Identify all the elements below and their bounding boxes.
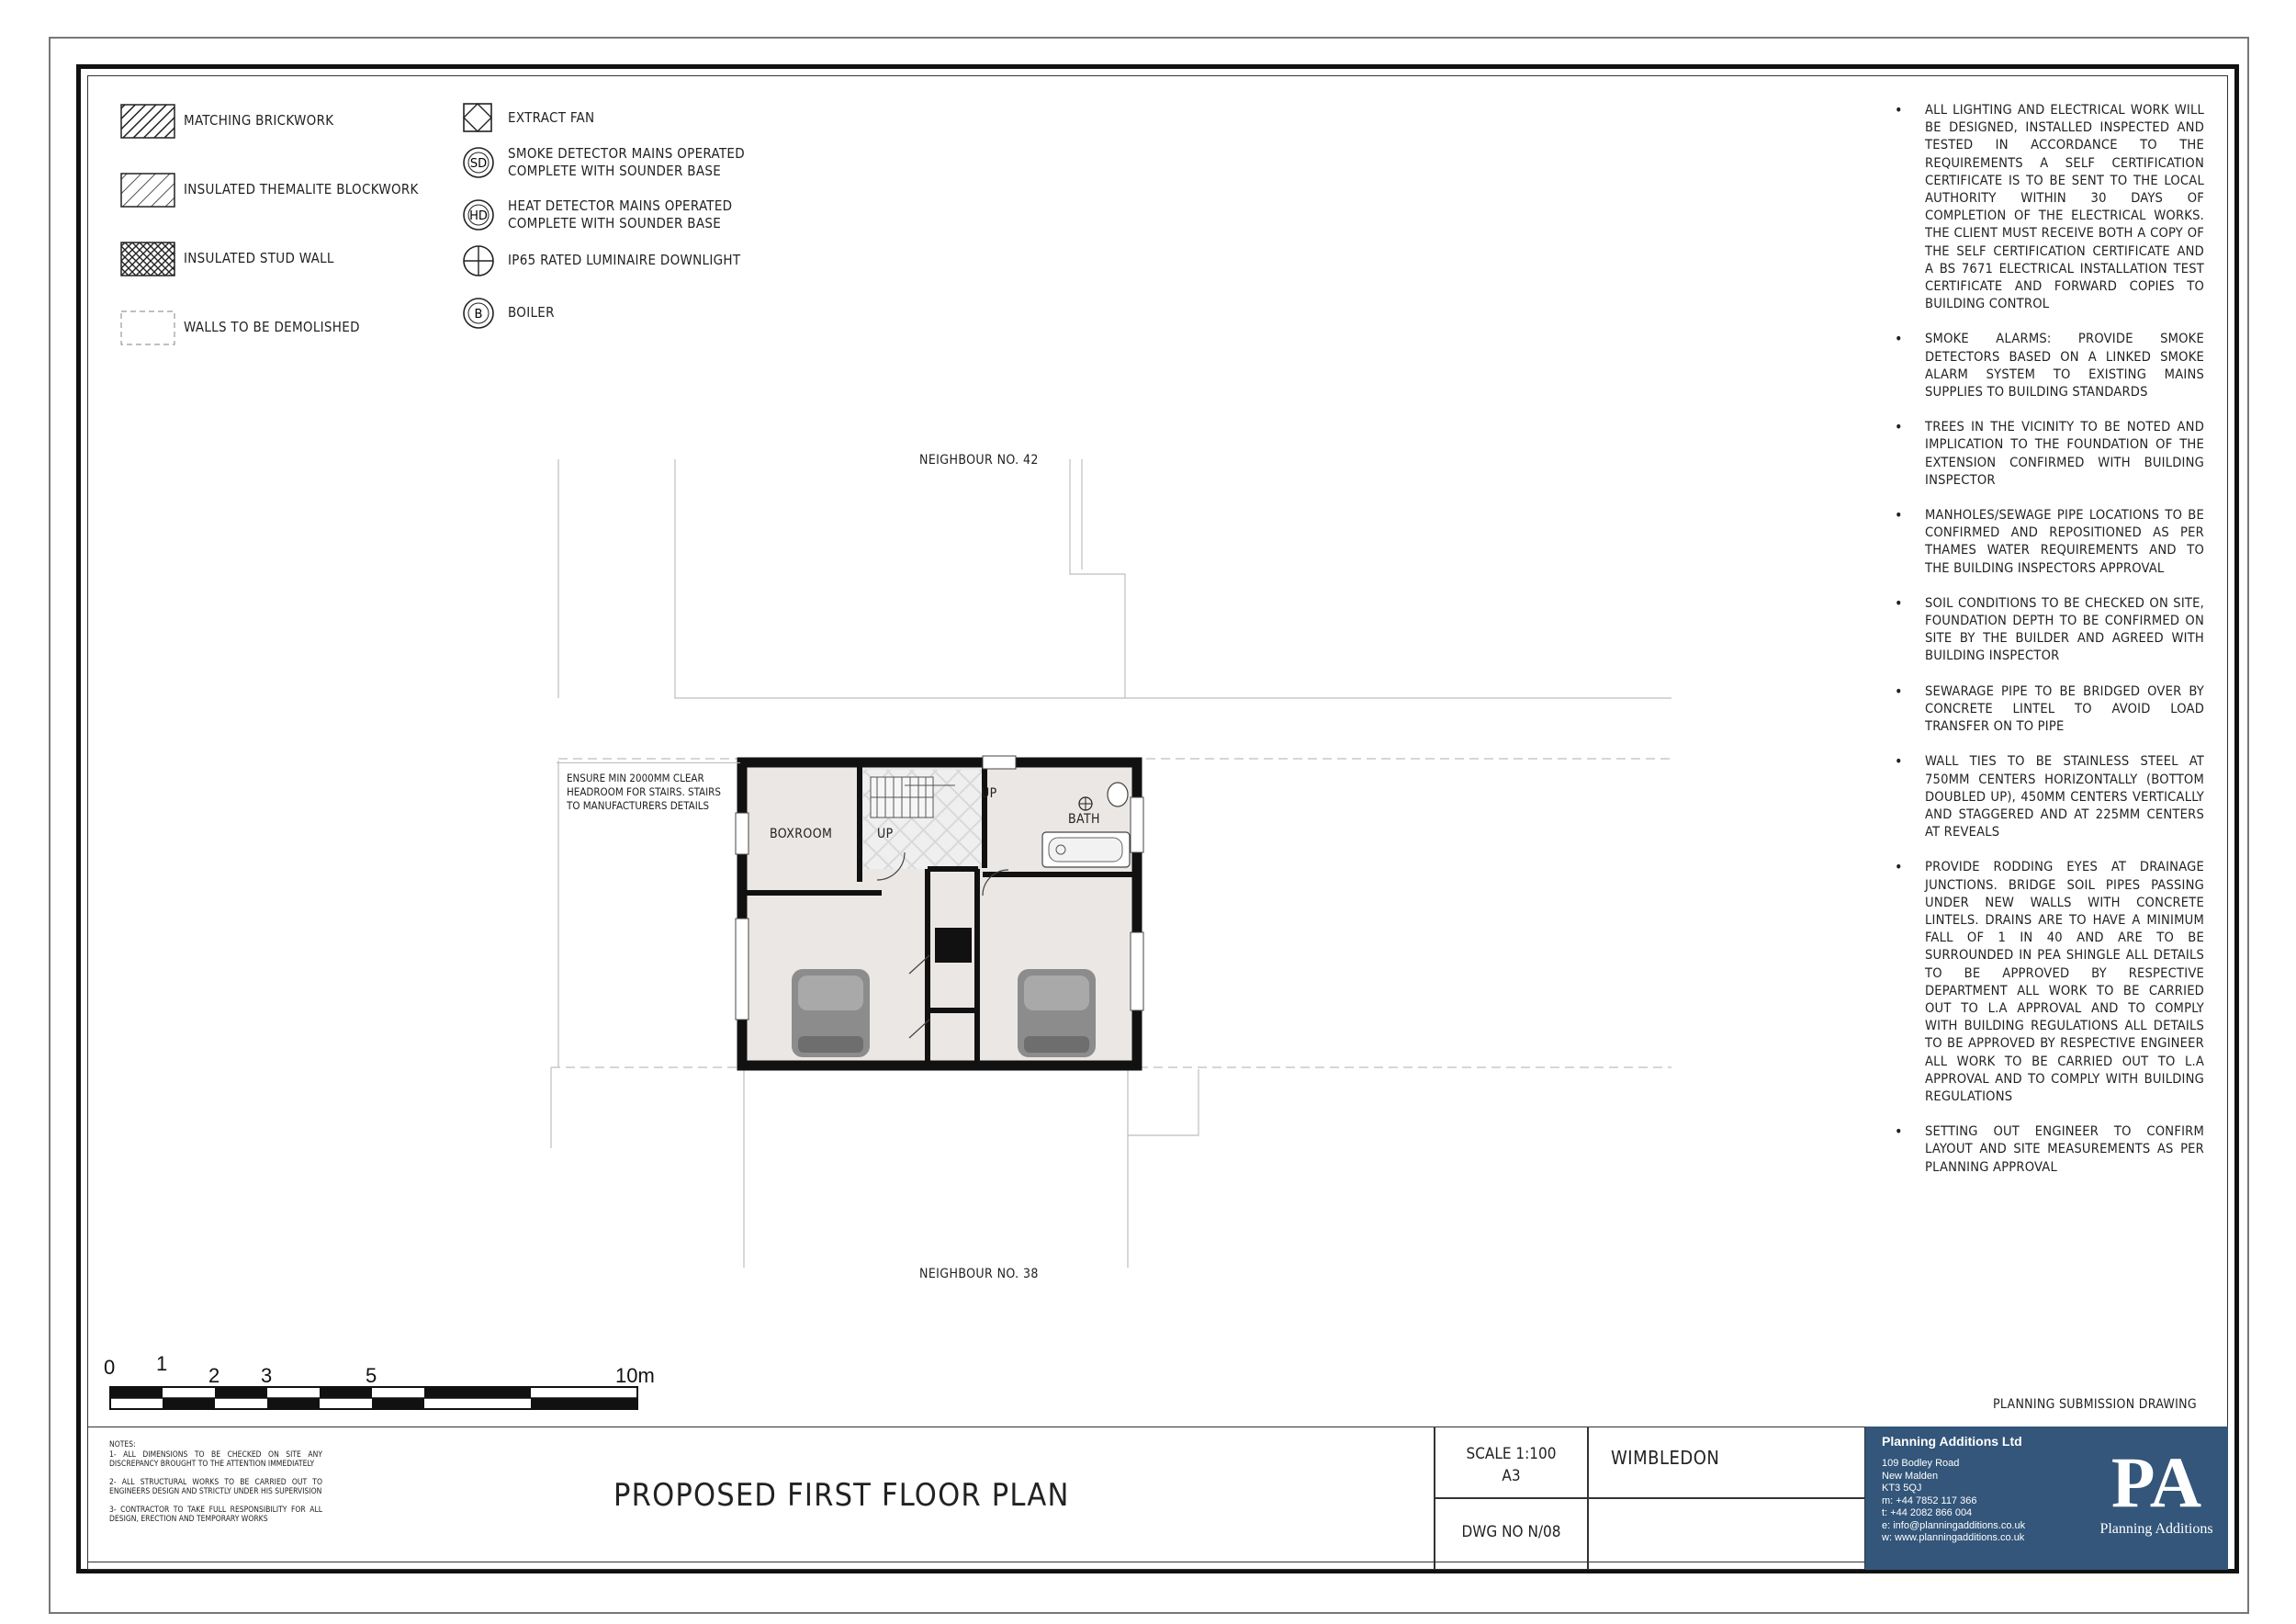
title-block <box>87 1427 2228 1570</box>
legend-extract-fan: EXTRACT FAN <box>508 109 595 126</box>
note-item: • WALL TIES TO BE STAINLESS STEEL AT 750MM CENTERS HORIZONTALLY (BOTTOM DOUBLED UP), 450MM CENTERS VERTICALLY AND STAGGERED AND AT 225MM CENTERS AT REVEALS <box>1892 752 2204 840</box>
svg-text:0: 0 <box>104 1356 116 1379</box>
note-item: • MANHOLES/SEWAGE PIPE LOCATIONS TO BE CONFIRMED AND REPOSITIONED AS PER THAMES WATER REQUIREMENTS AND TO THE BUILDING INSPECTORS APPROVAL <box>1892 506 2204 577</box>
stair-up-label: UP <box>981 786 997 801</box>
svg-text:3: 3 <box>261 1364 273 1387</box>
stair-headroom-note: ENSURE MIN 2000MM CLEAR HEADROOM FOR STAIRS. STAIRS TO MANUFACTURERS DETAILS <box>567 772 721 812</box>
extract-fan-icon <box>464 104 491 131</box>
title-notes <box>109 1440 322 1525</box>
general-notes <box>1892 101 2204 1193</box>
title-note-line: 2- ALL STRUCTURAL WORKS TO BE CARRIED OUT TO ENGINEERS DESIGN AND STRICTLY UNDER HIS SUPERVISION <box>109 1477 322 1496</box>
dwg-number: DWG NO N/08 <box>1461 1523 1561 1541</box>
heat-detector-icon <box>464 200 493 230</box>
svg-text:HD: HD <box>469 209 488 223</box>
blank-cell <box>1588 1498 1865 1570</box>
legend-smoke-detector: SMOKE DETECTOR MAINS OPERATED COMPLETE WITH SOUNDER BASE <box>508 145 745 179</box>
note-item: • SOIL CONDITIONS TO BE CHECKED ON SITE, FOUNDATION DEPTH TO BE CONFIRMED ON SITE BY THE BUILDER AND AGREED WITH BUILDING INSPECTOR <box>1892 594 2204 665</box>
svg-text:SD: SD <box>469 157 488 171</box>
scale-bar <box>104 1352 655 1409</box>
company-tel: t: +44 2082 866 004 <box>1882 1507 1973 1518</box>
scale-text <box>1435 1443 1588 1487</box>
svg-text:2: 2 <box>208 1364 220 1387</box>
note-item: • TREES IN THE VICINITY TO BE NOTED AND IMPLICATION TO THE FOUNDATION OF THE EXTENSION CONFIRMED WITH BUILDING INSPECTOR <box>1892 418 2204 489</box>
dashed-outline-swatch <box>121 311 174 344</box>
company-name: Planning Additions Ltd <box>1882 1434 2022 1449</box>
submission-label: PLANNING SUBMISSION DRAWING <box>1993 1397 2197 1412</box>
note-item: • SMOKE ALARMS: PROVIDE SMOKE DETECTORS BASED ON A LINKED SMOKE ALARM SYSTEM TO EXISTING MAINS SUPPLIES TO BUILDING STANDARDS <box>1892 330 2204 400</box>
title-note-line: 1- ALL DIMENSIONS TO BE CHECKED ON SITE ANY DISCREPANCY BROUGHT TO THE ATTENTION IMMEDIATELY <box>109 1449 322 1469</box>
company-email: e: info@planningadditions.co.uk <box>1882 1519 2026 1531</box>
address-line: New Malden <box>1882 1470 1939 1482</box>
legend-stud-wall: INSULATED STUD WALL <box>184 250 334 266</box>
legend-demolish: WALLS TO BE DEMOLISHED <box>184 319 360 335</box>
note-item: • PROVIDE RODDING EYES AT DRAINAGE JUNCTIONS. BRIDGE SOIL PIPES PASSING UNDER NEW WALLS WITH CONCRETE LINTELS. DRAINS ARE TO HAVE A MINIMUM FALL OF 1 IN 40 AND ARE TO BE SURROUNDED IN PEA SHINGLE ALL DETAILS TO BE APPROVED BY RESPECTIVE DEPARTMENT ALL WORK TO BE CARRIED OUT TO L.A APPROVAL AND TO COMPLY WITH BUILDING REGULATIONS ALL DETAILS TO BE APPROVED BY RESPECTIVE ENGINEER ALL WORK TO BE CARRIED OUT TO L.A APPROVAL AND TO COMPLY WITH BUILDING REGULATIONS <box>1892 858 2204 1105</box>
svg-text:5: 5 <box>366 1364 377 1387</box>
neighbour-bottom-label: NEIGHBOUR NO. 38 <box>919 1267 1039 1281</box>
svg-text:B: B <box>474 308 483 321</box>
address-line: 109 Bodley Road <box>1882 1458 1960 1469</box>
note-item: • SEWARAGE PIPE TO BE BRIDGED OVER BY CONCRETE LINTEL TO AVOID LOAD TRANSFER ON TO PIPE <box>1892 682 2204 736</box>
legend-heat-detector: HEAT DETECTOR MAINS OPERATED COMPLETE WITH SOUNDER BASE <box>508 197 733 231</box>
diagonal-hatch-swatch <box>121 105 174 138</box>
first-floor-plan <box>736 756 1143 1066</box>
location-text: WIMBLEDON <box>1611 1447 1720 1469</box>
title-notes-heading: NOTES: <box>109 1440 136 1449</box>
legend-boiler: BOILER <box>508 304 555 321</box>
address-line: KT3 5QJ <box>1882 1483 1922 1494</box>
crosshatch-swatch <box>121 242 174 276</box>
company-web: w: www.planningadditions.co.uk <box>1882 1532 2025 1543</box>
company-mobile: m: +44 7852 117 366 <box>1882 1494 1977 1506</box>
company-panel <box>1865 1427 2228 1570</box>
room-label-bath: BATH <box>1068 812 1100 827</box>
title-note-line: 3- CONTRACTOR TO TAKE FULL RESPONSIBILITY FOR ALL DESIGN, ERECTION AND TEMPORARY WORKS <box>109 1505 322 1524</box>
downlight-icon <box>464 246 493 276</box>
company-logo-caption: Planning Additions <box>2099 1521 2213 1537</box>
legend-matching-brickwork: MATCHING BRICKWORK <box>184 112 334 129</box>
legend-themalite-blockwork: INSULATED THEMALITE BLOCKWORK <box>184 181 419 197</box>
sparse-hatch-swatch <box>121 174 174 207</box>
note-item: • ALL LIGHTING AND ELECTRICAL WORK WILL BE DESIGNED, INSTALLED INSPECTED AND TESTED IN ACCORDANCE TO THE REQUIREMENTS A SELF CERTIFICATION CERTIFICATE IS TO BE SENT TO THE LOCAL AUTHORITY WITHIN 30 DAYS OF COMPLETION OF THE ELECTRICAL WORKS. THE CLIENT MUST RECEIVE BOTH A COPY OF THE SELF CERTIFICATION CERTIFICATE AND A BS 7671 ELECTRICAL INSTALLATION TEST CERTIFICATE AND FORWARD COPIES TO BUILDING CONTROL <box>1892 101 2204 312</box>
svg-text:1: 1 <box>156 1352 168 1375</box>
room-label-boxroom: BOXROOM <box>770 827 833 841</box>
company-logo-initials: PA <box>2110 1442 2202 1522</box>
drawing-title: PROPOSED FIRST FLOOR PLAN <box>613 1477 1070 1514</box>
bed-left <box>792 969 870 1057</box>
boiler-icon <box>464 299 493 328</box>
bed-right <box>1018 969 1096 1057</box>
svg-text:10m: 10m <box>615 1364 655 1387</box>
scale-value: SCALE 1:100 <box>1466 1445 1557 1463</box>
sheet-size: A3 <box>1502 1467 1521 1485</box>
neighbour-top-label: NEIGHBOUR NO. 42 <box>919 453 1039 468</box>
stair-up-label-lower: UP <box>877 827 894 841</box>
note-item: • SETTING OUT ENGINEER TO CONFIRM LAYOUT AND SITE MEASUREMENTS AS PER PLANNING APPROVAL <box>1892 1122 2204 1176</box>
company-address <box>1882 1458 2025 1545</box>
legend-downlight: IP65 RATED LUMINAIRE DOWNLIGHT <box>508 252 741 268</box>
smoke-detector-icon <box>464 148 493 177</box>
